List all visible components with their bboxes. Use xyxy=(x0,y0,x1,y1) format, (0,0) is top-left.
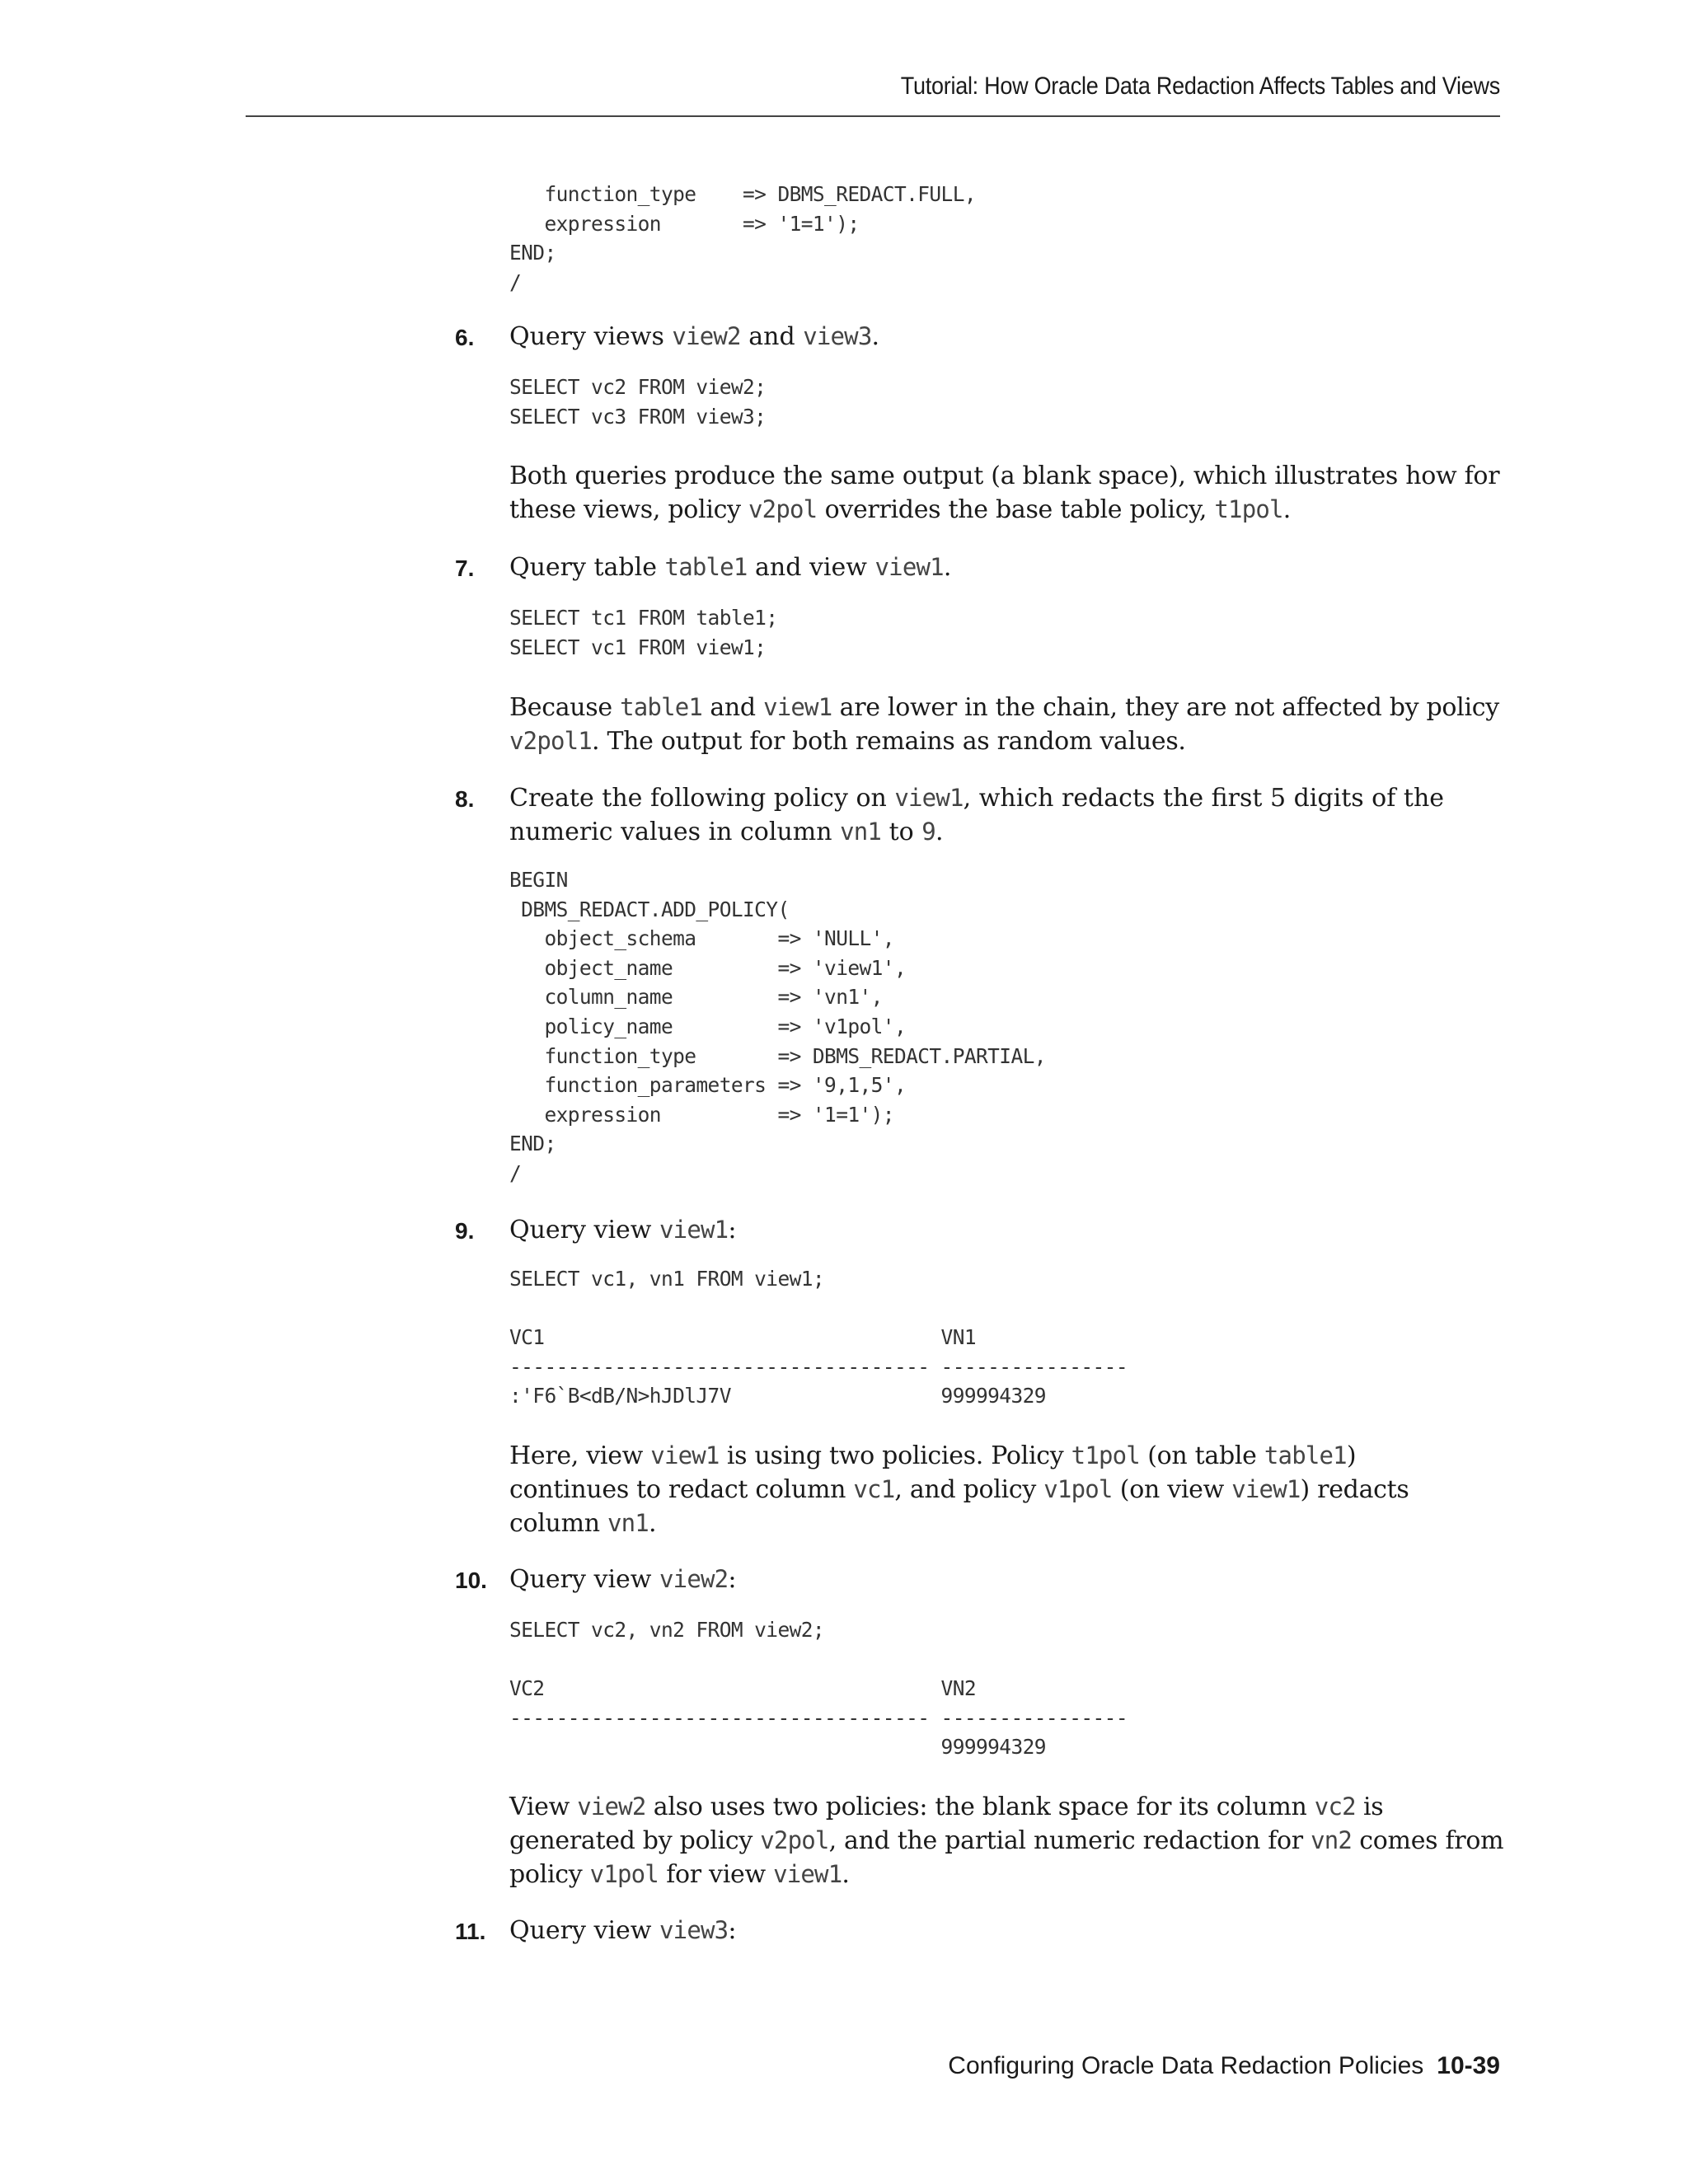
page-number: 10-39 xyxy=(1437,2052,1500,2079)
code-block-query-view1: SELECT vc1, vn1 FROM view1; VC1 VN1 ------------------------------------ ---------------- :'F6`B<dB/N>hJDlJ7V 999994329 xyxy=(509,1267,1128,1408)
step-number: 8. xyxy=(455,786,475,812)
paragraph-step-7: Because table1 and view1 are lower in the chain, they are not affected by policy v2pol1. The output for both remains as random values. xyxy=(509,693,1499,756)
paragraph-step-9: Here, view view1 is using two policies. Policy t1pol (on table table1) continues to redact column vc1, and policy v1pol (on view view1) redacts column vn1. xyxy=(509,1441,1409,1538)
code-block-query-view2: SELECT vc2, vn2 FROM view2; VC2 VN2 ------------------------------------ ---------------- 999994329 xyxy=(509,1618,1128,1760)
code-block-add-policy: BEGIN DBMS_REDACT.ADD_POLICY( object_schema => 'NULL', object_name => 'view1', column_name => 'vn1', policy_name => 'v1pol', function_type => DBMS_REDACT.PARTIAL, function_parameters => '9,1,5', expression => '1=1'); END; / xyxy=(509,868,1046,1185)
step-8 xyxy=(455,781,1510,847)
header-divider xyxy=(246,115,1500,117)
code-block-query-views: SELECT vc2 FROM view2; SELECT vc3 FROM view3; xyxy=(509,375,767,429)
footer-title: Configuring Oracle Data Redaction Policies xyxy=(948,2052,1424,2079)
step-text: Query view view1: xyxy=(509,1216,737,1244)
paragraph-step-10: View view2 also uses two policies: the blank space for its column vc2 is generated by policy v2pol, and the partial numeric redaction for vn2 comes from policy v1pol for view view1. xyxy=(509,1793,1504,1889)
step-text: Query view view3: xyxy=(509,1916,737,1945)
step-number: 6. xyxy=(455,325,475,350)
step-text: Query table table1 and view view1. xyxy=(509,553,952,582)
running-header: Tutorial: How Oracle Data Redaction Affects Tables and Views xyxy=(900,73,1500,100)
paragraph-step-6: Both queries produce the same output (a blank space), which illustrates how for these views, policy v2pol overrides the base table policy, t1pol. xyxy=(509,462,1500,524)
step-text: Query views view2 and view3. xyxy=(509,322,880,351)
page-footer xyxy=(948,2052,1500,2080)
step-number: 10. xyxy=(455,1568,487,1593)
step-number: 9. xyxy=(455,1218,475,1244)
step-text: Create the following policy on view1, which redacts the first 5 digits of the numeric values in column vn1 to 9. xyxy=(509,784,1445,846)
code-block-policy-end: function_type => DBMS_REDACT.FULL, expression => '1=1'); END; / xyxy=(509,182,977,294)
step-text: Query view view2: xyxy=(509,1565,737,1594)
step-number: 11. xyxy=(455,1919,486,1944)
code-block-query-table: SELECT tc1 FROM table1; SELECT vc1 FROM view1; xyxy=(509,606,778,659)
step-number: 7. xyxy=(455,555,475,581)
